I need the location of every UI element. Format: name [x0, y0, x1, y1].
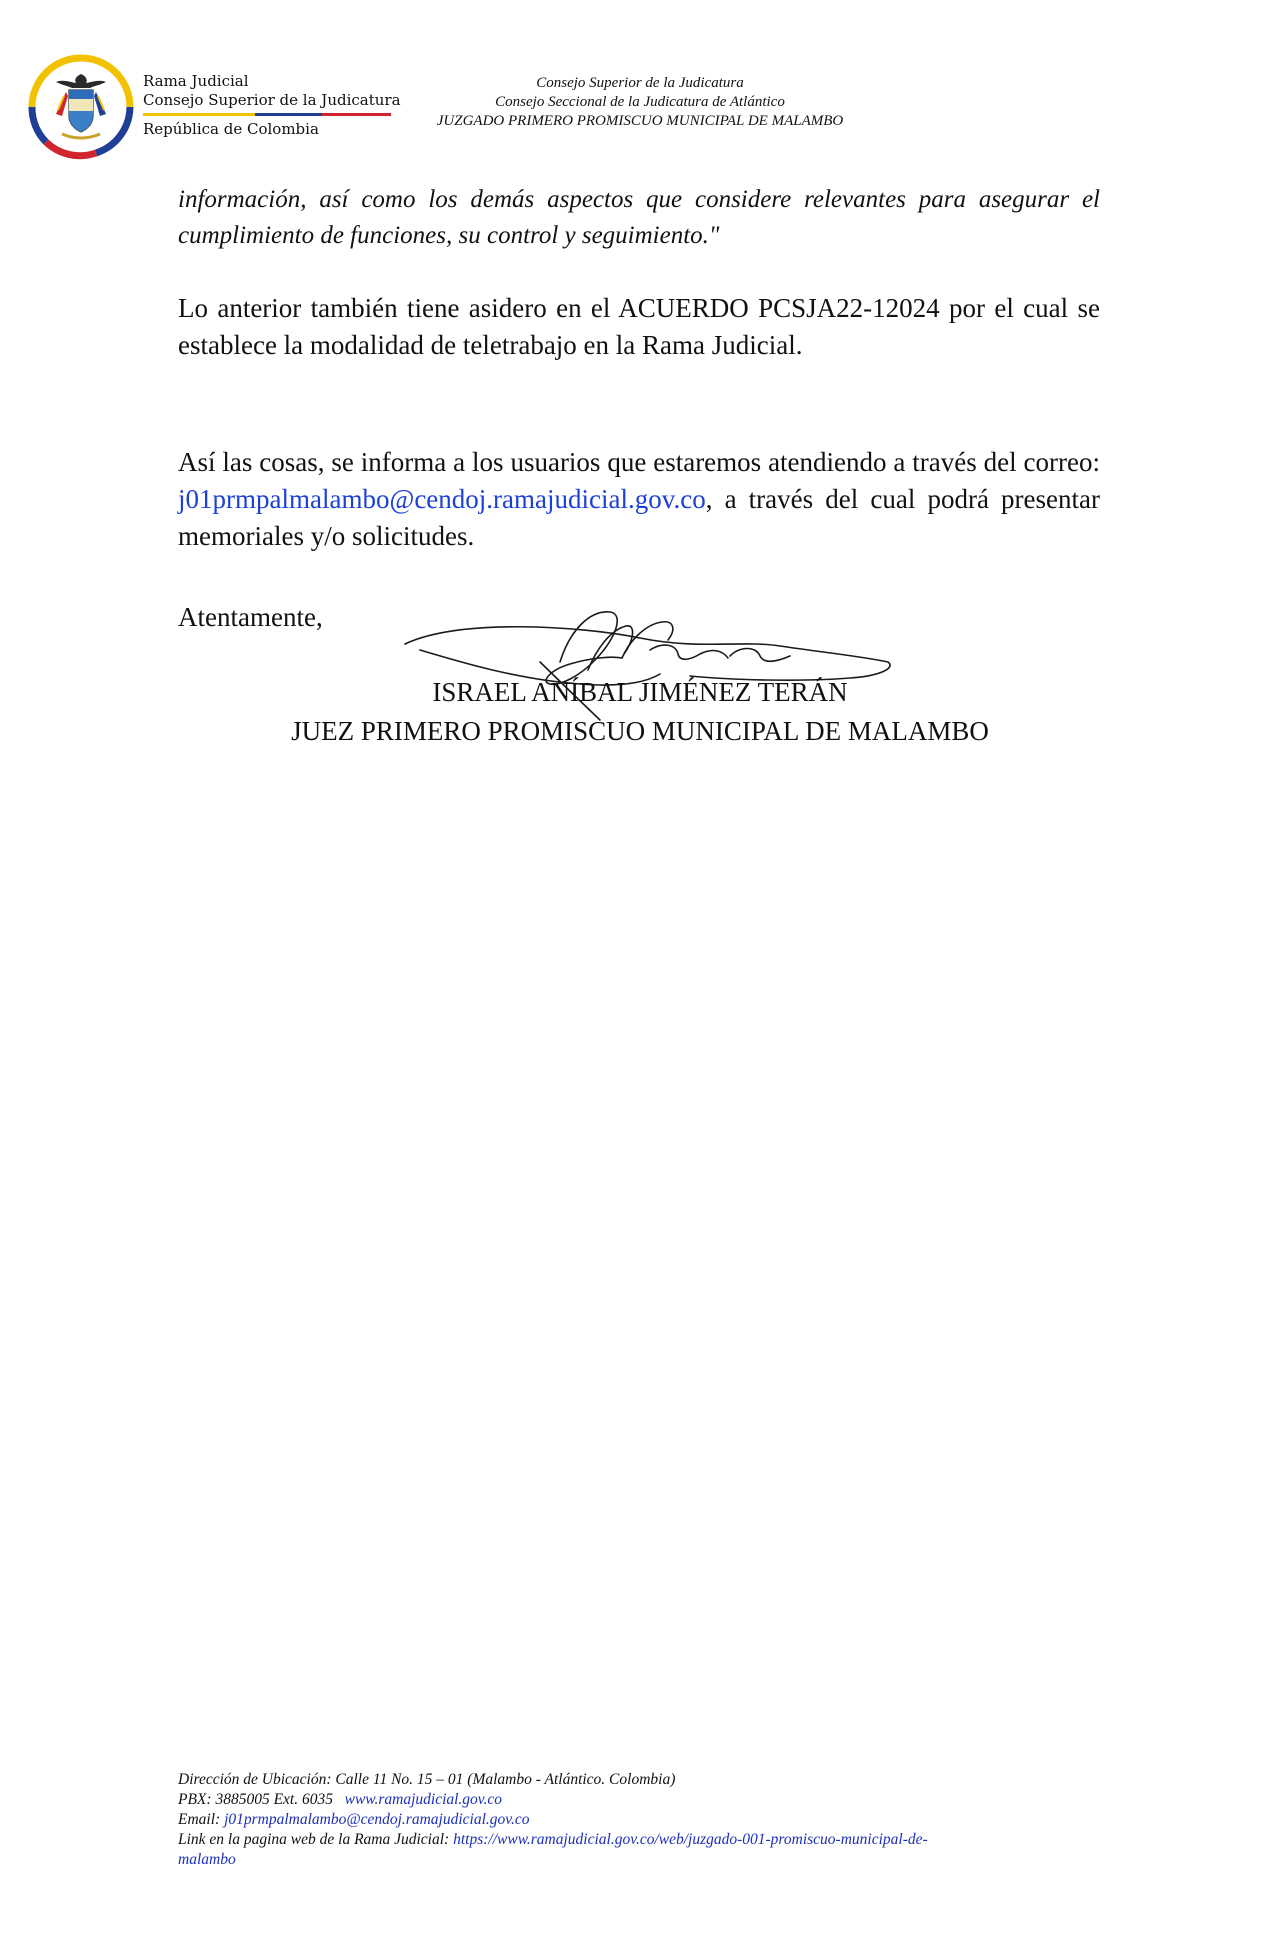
- footer-weblink-url[interactable]: https://www.ramajudicial.gov.co/web/juzgado-001-promiscuo-municipal-de-: [453, 1831, 928, 1848]
- quoted-text: información, así como los demás aspectos que considere relevantes para asegurar el cumplimiento de funciones, su control y seguimiento.": [178, 186, 1100, 249]
- court-name-block: [380, 74, 900, 131]
- paragraph-contact-intro: Así las cosas, se informa a los usuarios que estaremos atendiendo a través del correo:: [178, 447, 1100, 477]
- footer-weblink-line-2: [178, 1850, 1108, 1870]
- org-name-line-3: República de Colombia: [143, 120, 319, 138]
- footer-website-link[interactable]: www.ramajudicial.gov.co: [344, 1791, 503, 1808]
- paragraph-contact: [178, 444, 1100, 555]
- footer-contact-block: [178, 1770, 1108, 1870]
- colombia-coat-of-arms-seal: [26, 52, 136, 162]
- paragraph-acuerdo: Lo anterior también tiene asidero en el ACUERDO PCSJA22-12024 por el cual se establece la modalidad de teletrabajo en la Rama Judicial.: [178, 293, 1100, 360]
- footer-email-line: [178, 1810, 1108, 1830]
- court-line-2: Consejo Seccional de la Judicatura de Atlántico: [495, 94, 785, 110]
- footer-phone-line: [178, 1790, 1108, 1810]
- signer-name: ISRAEL ANÍBAL JIMÉNEZ TERÁN: [432, 677, 848, 707]
- footer-email-label: Email:: [178, 1811, 221, 1828]
- org-name-line-1: Rama Judicial: [143, 72, 249, 90]
- org-name-line-2: Consejo Superior de la Judicatura: [143, 91, 401, 109]
- footer-pbx: PBX: 3885005 Ext. 6035: [178, 1791, 333, 1808]
- court-line-3: JUZGADO PRIMERO PROMISCUO MUNICIPAL DE MALAMBO: [436, 113, 844, 129]
- tricolor-rule: [143, 113, 391, 116]
- footer-weblink-line: [178, 1830, 1108, 1850]
- closing-salutation: Atentamente,: [178, 602, 323, 632]
- letterhead: [0, 0, 1275, 170]
- contact-email-link[interactable]: j01prmpalmalambo@cendoj.ramajudicial.gov.co: [178, 484, 706, 514]
- institution-name-block: [143, 72, 401, 139]
- paragraph-contact-outro: , a través del cual podrá presentar memoriales y/o solicitudes.: [178, 484, 1100, 551]
- court-line-1: Consejo Superior de la Judicatura: [536, 75, 744, 91]
- footer-weblink-url-continued[interactable]: malambo: [178, 1851, 236, 1868]
- footer-email-link[interactable]: j01prmpalmalambo@cendoj.ramajudicial.gov.co: [224, 1811, 530, 1828]
- signer-title: JUEZ PRIMERO PROMISCUO MUNICIPAL DE MALAMBO: [291, 716, 989, 746]
- footer-weblink-label: Link en la pagina web de la Rama Judicial:: [178, 1831, 450, 1848]
- footer-address: Dirección de Ubicación: Calle 11 No. 15 – 01 (Malambo - Atlántico. Colombia): [178, 1771, 676, 1788]
